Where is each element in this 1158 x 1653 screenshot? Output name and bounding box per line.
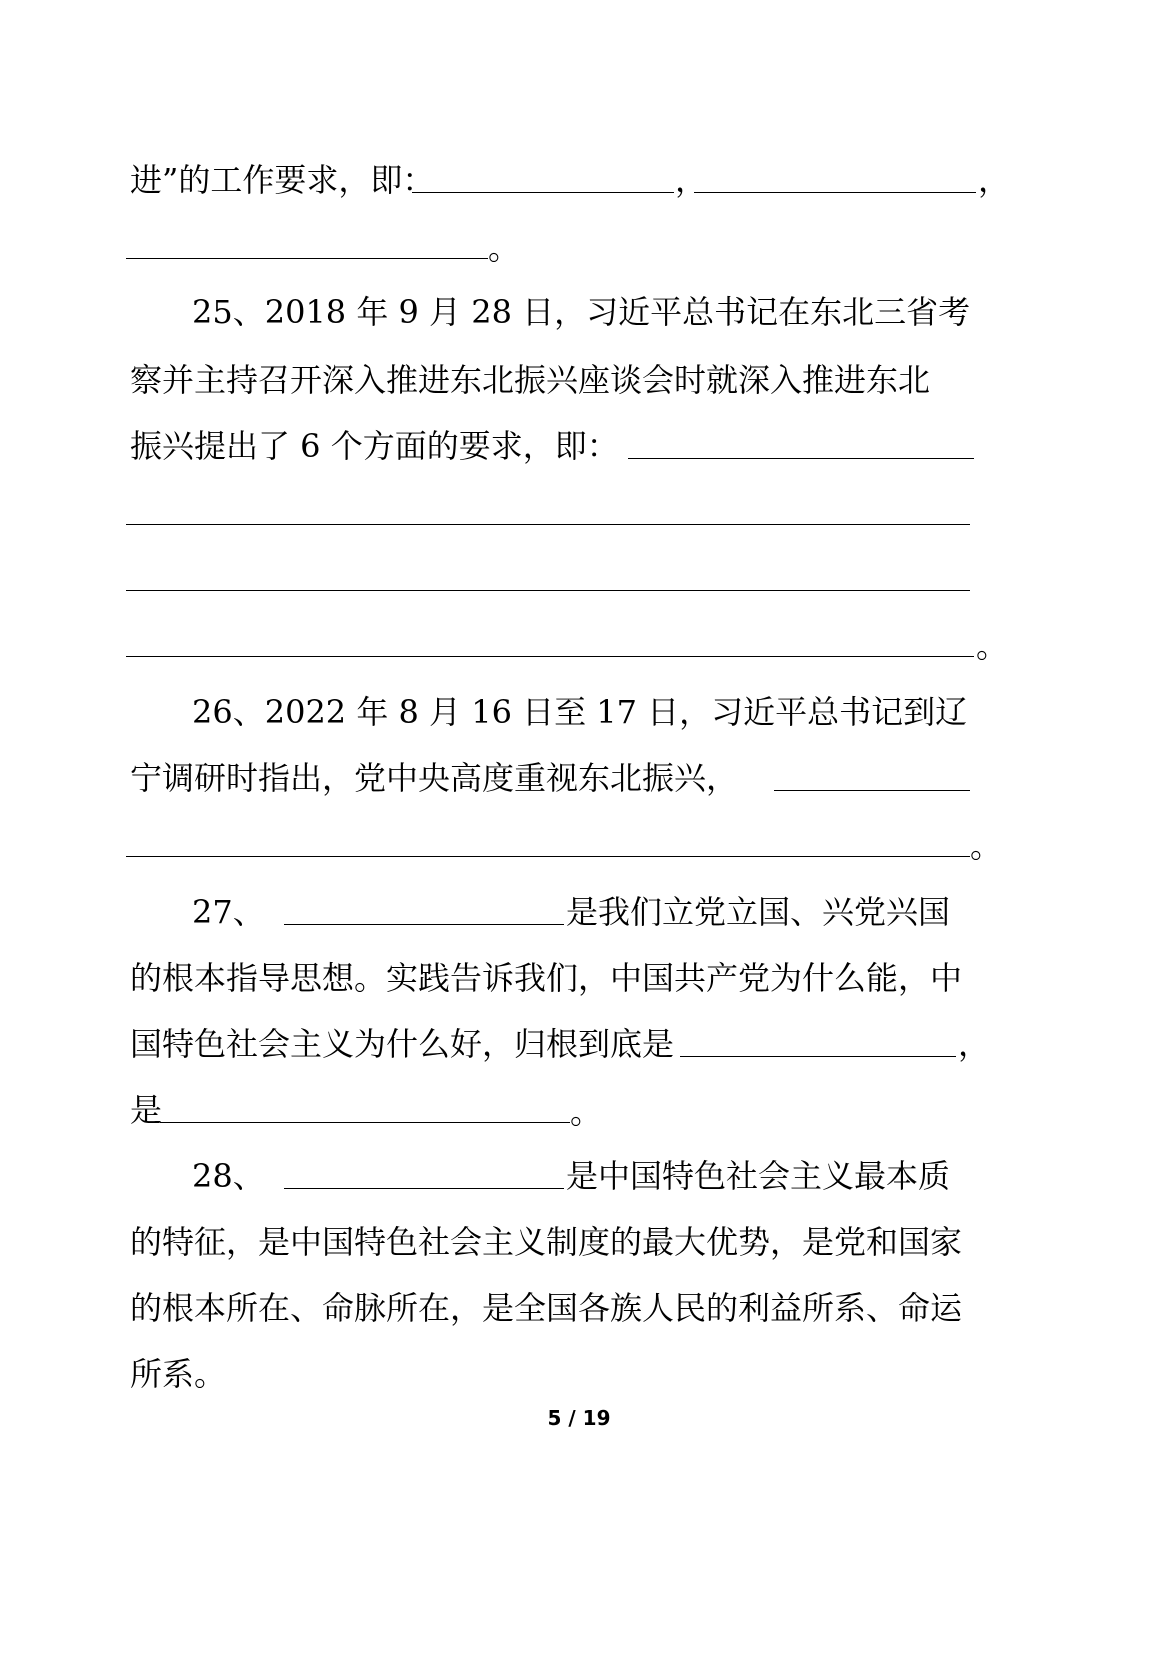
question-27-line-3 — [130, 1016, 1030, 1072]
fill-blank[interactable] — [126, 258, 488, 259]
text: 进”的工作要求，即： — [130, 161, 435, 199]
fill-blank[interactable] — [160, 1122, 570, 1123]
question-27-line-2 — [130, 950, 1030, 1006]
text-line — [130, 152, 1030, 208]
fill-blank[interactable] — [126, 856, 970, 857]
question-28-line-4 — [130, 1346, 1030, 1402]
text: 是中国特色社会主义最本质 — [566, 1157, 951, 1195]
fill-blank[interactable] — [284, 924, 564, 925]
fill-blank[interactable] — [412, 192, 674, 193]
period: 。 — [488, 229, 521, 267]
period: 。 — [570, 1093, 603, 1131]
text: 26、2022 年 8 月 16 日至 17 日，习近平总书记到辽 — [192, 693, 968, 731]
text: 27、 — [192, 893, 265, 931]
question-27-line-1 — [566, 884, 986, 940]
comma: ， — [675, 161, 708, 199]
comma: ， — [958, 1025, 991, 1063]
text: 察并主持召开深入推进东北振兴座谈会时就深入推进东北 — [130, 361, 931, 399]
question-28-line-2 — [130, 1214, 1030, 1270]
fill-blank[interactable] — [126, 590, 970, 591]
fill-blank[interactable] — [284, 1188, 564, 1189]
text: 的特征，是中国特色社会主义制度的最大优势，是党和国家 — [130, 1223, 963, 1261]
comma: ， — [978, 161, 1011, 199]
text: 是我们立党立国、兴党兴国 — [566, 893, 951, 931]
question-25-line-2 — [130, 352, 1030, 408]
text: 宁调研时指出，党中央高度重视东北振兴， — [130, 759, 739, 797]
text: 的根本指导思想。实践告诉我们，中国共产党为什么能，中 — [130, 959, 963, 997]
text: 25、2018 年 9 月 28 日，习近平总书记在东北三省考 — [192, 293, 971, 331]
fill-blank[interactable] — [680, 1056, 956, 1057]
fill-blank[interactable] — [126, 524, 970, 525]
fill-blank[interactable] — [126, 656, 974, 657]
period: 。 — [976, 627, 1009, 665]
text: 是 — [130, 1091, 163, 1129]
question-26-line-1 — [192, 684, 1092, 740]
text: 所系。 — [130, 1355, 227, 1393]
text: 振兴提出了 6 个方面的要求，即： — [130, 427, 619, 465]
period: 。 — [970, 827, 1003, 865]
fill-blank[interactable] — [694, 192, 976, 193]
question-28-line-1 — [566, 1148, 986, 1204]
text: 的根本所在、命脉所在，是全国各族人民的利益所系、命运 — [130, 1289, 963, 1327]
page-number: 5 / 19 — [547, 1406, 611, 1430]
text: 国特色社会主义为什么好，归根到底是 — [130, 1025, 675, 1063]
question-25-line-1 — [192, 284, 1092, 340]
question-26-line-2 — [130, 750, 1030, 806]
question-28-line-3 — [130, 1280, 1030, 1336]
fill-blank[interactable] — [774, 790, 970, 791]
question-25-line-3 — [130, 418, 1030, 474]
text: 28、 — [192, 1157, 265, 1195]
fill-blank[interactable] — [628, 458, 974, 459]
